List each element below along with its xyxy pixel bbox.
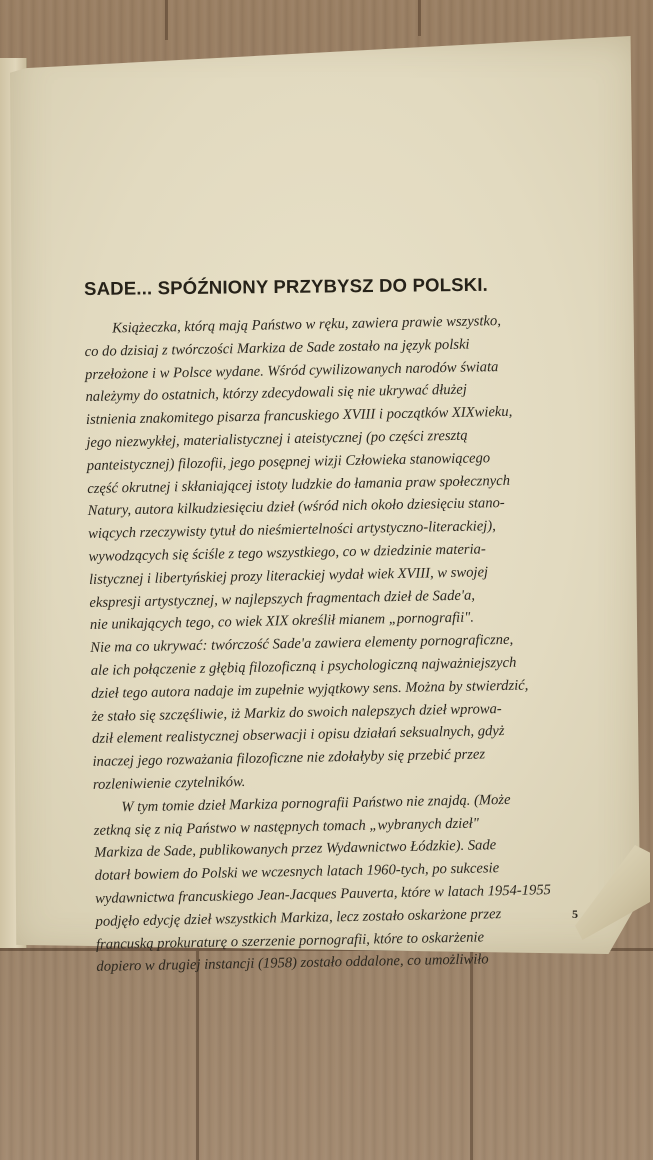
text-line: Markiza de Sade, publikowanych przez Wydawnictwo Łódzkie). Sade [94, 837, 497, 862]
floor-plank-seam [418, 0, 421, 36]
text-line: wydawnictwa francuskiego Jean-Jacques Pauverta, które w latach 1954-1955 [94, 882, 552, 907]
text-line: W tym tomie dzieł Markiza pornografii Państwo nie znajdą. (Może [121, 791, 511, 816]
floor-plank-seam [470, 951, 473, 1160]
text-line: francuską prokuraturę o szerzenie pornografii, które to oskarżenie [95, 928, 485, 953]
text-line: dopiero w drugiej instancji (1958) zostało oddalone, co umożliwiło [96, 951, 489, 976]
text-line: że stało się szczęśliwie, iż Markiz do swoich nalepszych dzieł wprowa- [91, 700, 502, 725]
page-number: 5 [572, 907, 578, 921]
text-line: dził element realistycznej obserwacji i opisu działań seksualnych, gdyż [91, 723, 505, 748]
text-line: wiących rzeczywisty tytuł do nieśmiertelności artystyczno-literackiej), [87, 518, 496, 543]
text-line: nie unikających tego, co wiek XIX określił mianem „pornografii". [89, 609, 475, 634]
text-line: Nie ma co ukrywać: twórczość Sade'a zawiera elementy pornograficzne, [90, 631, 514, 657]
text-line: wywodzących się ściśle z tego wszystkiego, co w dziedzinie materia- [88, 541, 486, 565]
text-line: inaczej jego rozważania filozoficzne nie zdołałyby się przebić przez [92, 746, 486, 771]
floor-plank-seam [165, 0, 168, 40]
text-line: listycznej i libertyńskiej prozy literackiej wydał wiek XVIII, w swojej [88, 564, 489, 588]
text-line: przełożone i w Polsce wydane. Wśród cywilizowanych narodów świata [84, 358, 499, 383]
text-line: jego niezwykłej, materialistycznej i ateistycznej (po części zresztą [86, 427, 468, 451]
text-line: dotarł bowiem do Polski we wczesnych latach 1960-tych, po sukcesie [94, 860, 500, 885]
text-line: dzieł tego autora nadaje im zupełnie wyjątkowy sens. Można by stwierdzić, [91, 677, 529, 702]
text-line: należymy do ostatnich, którzy zdecydowali się nie ukrywać dłużej [85, 382, 467, 406]
text-line: rozleniwienie czytelników. [92, 773, 246, 793]
floor-plank-seam [196, 951, 199, 1160]
chapter-title: SADE... SPÓŹNIONY PRZYBYSZ DO POLSKI. [84, 273, 489, 299]
body-text [84, 308, 617, 979]
text-line: co do dzisiaj z twórczości Markiza de Sade zostało na język polski [84, 336, 470, 360]
text-line: podjęło edycję dzieł wszystkich Markiza, lecz zostało oskarżone przez [95, 905, 502, 930]
text-line: Książeczka, którą mają Państwo w ręku, zawiera prawie wszystko, [112, 312, 502, 337]
text-line: ale ich połączenie z głębią filozoficzną i psychologiczną najważniejszych [90, 654, 517, 679]
text-line: istnienia znakomitego pisarza francuskiego XVIII i początków XIXwieku, [85, 403, 513, 429]
text-line: zetkną się z nią Państwo w następnych tomach „wybranych dzieł" [93, 815, 480, 839]
text-line: panteistycznej) filozofii, jego posępnej wizji Człowieka stanowiącego [86, 450, 491, 474]
text-line: Natury, autora kilkudziesięciu dzieł (wśród nich około dziesięciu stano- [87, 495, 505, 520]
text-line: ekspresji artystycznej, w najlepszych fragmentach dzieł de Sade'a, [89, 587, 476, 611]
text-line: część okrutnej i skłaniającej istoty ludzkie do łamania praw społecznych [87, 472, 511, 497]
